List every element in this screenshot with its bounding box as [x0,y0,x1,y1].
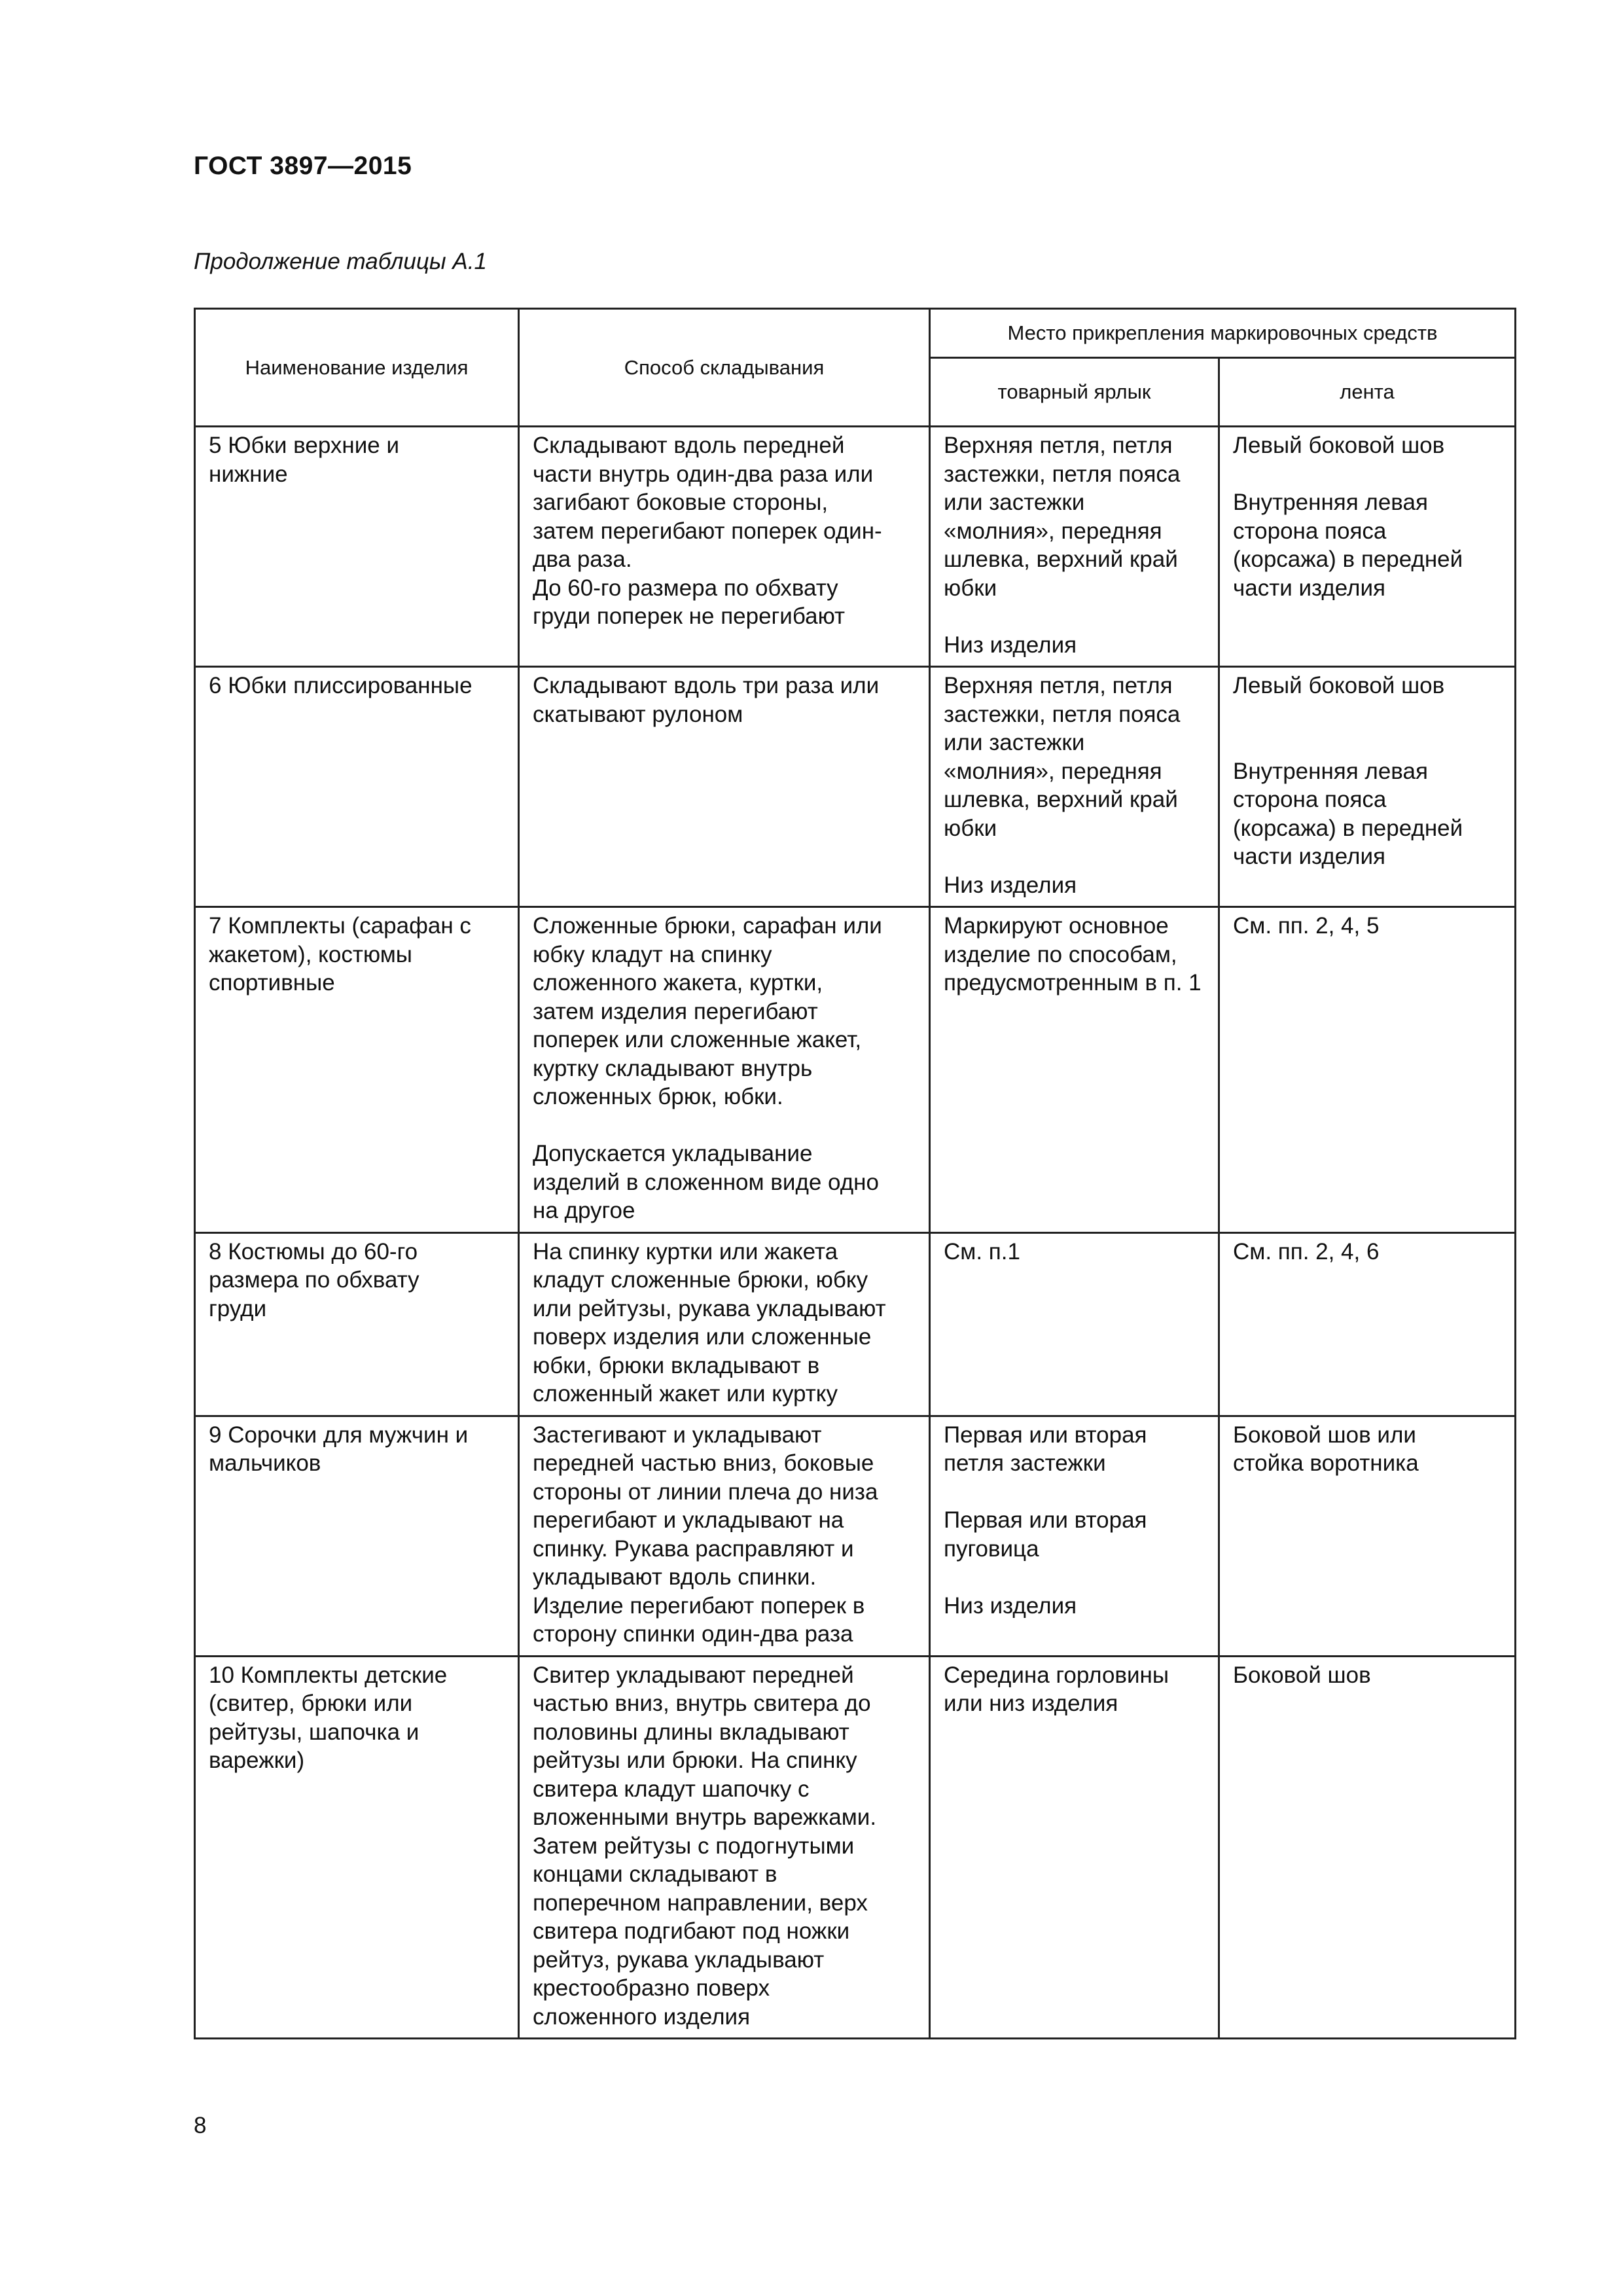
cell-line: груди поперек не перегибают [533,603,846,629]
cell-line: Допускается укладывание [533,1141,813,1166]
cell-line: вложенными внутрь варежками. [533,1804,877,1830]
cell-line: нижние [209,461,288,487]
header-tape: лента [1219,358,1516,427]
document-code: ГОСТ 3897—2015 [194,152,412,180]
cell-line: (корсажа) в передней [1233,547,1463,572]
cell-line: частью вниз, внутрь свитера до [533,1691,871,1716]
cell-line: концами складывают в [533,1861,777,1887]
cell-line: На спинку куртки или жакета [533,1238,838,1265]
cell-line: загибают боковые стороны, [533,490,829,515]
cell-line: свитера кладут шапочку с [533,1776,810,1802]
cell-line [944,602,1205,631]
cell-line: Низ изделия [944,872,1077,898]
cell-line: Первая или вторая [944,1422,1147,1448]
cell-method [519,1416,930,1656]
cell-line: предусмотренным в п. 1 [944,970,1202,996]
cell-label [930,1232,1219,1416]
cell-line: «молния», передняя [944,758,1162,784]
cell-line: Первая или вторая [944,1507,1147,1533]
cell-line: Свитер укладывают передней [533,1662,854,1688]
cell-line: сторону спинки один-два раза [533,1621,853,1647]
cell-line: части внутрь один-два раза или [533,461,874,487]
cell-line: два раза. [533,547,632,572]
cell-line: поперек или сложенные жакет, [533,1027,862,1052]
cell-line: юбку кладут на спинку [533,941,772,967]
cell-line: Боковой шов или [1233,1422,1416,1448]
cell-line: передней частью вниз, боковые [533,1450,874,1476]
cell-tape [1219,907,1516,1233]
cell-line: См. пп. 2, 4, 5 [1233,913,1380,939]
cell-line: затем изделия перегибают [533,998,818,1024]
cell-tape [1219,1656,1516,2039]
cell-line: кладут сложенные брюки, юбку [533,1267,868,1293]
cell-line: сложенных брюк, юбки. [533,1084,783,1109]
cell-line: на другое [533,1198,635,1223]
cell-line: Внутренняя левая [1233,758,1428,784]
cell-label [930,1416,1219,1656]
header-name: Наименование изделия [195,309,519,427]
cell-line: пуговица [944,1535,1039,1562]
cell-line: поперечном направлении, верх [533,1890,868,1916]
cell-line: Маркируют основное [944,913,1169,939]
cell-tape [1219,667,1516,907]
cell-line: стойка воротника [1233,1450,1419,1476]
cell-line [944,842,1205,871]
cell-line: Внутренняя левая [1233,490,1428,515]
cell-line: Изделие перегибают поперек в [533,1592,865,1619]
cell-line: См. пп. 2, 4, 6 [1233,1238,1380,1265]
cell-line: варежки) [209,1748,305,1773]
cell-line: или низ изделия [944,1691,1118,1716]
cell-line: стороны от линии плеча до низа [533,1479,878,1505]
cell-line [1233,700,1501,729]
cell-line: Застегивают и укладывают [533,1422,822,1448]
cell-line: поверх изделия или сложенные [533,1324,872,1350]
cell-line: Верхняя петля, петля [944,433,1173,458]
cell-line: Левый боковой шов [1233,433,1445,458]
cell-line: или застежки [944,730,1085,755]
cell-line: Левый боковой шов [1233,673,1445,698]
table-caption: Продолжение таблицы А.1 [194,249,487,274]
cell-line: Сложенные брюки, сарафан или [533,913,882,939]
table-row [195,1232,1516,1416]
header-method: Способ складывания [519,309,930,427]
table-row [195,907,1516,1233]
cell-line: рейтузы, шапочка и [209,1719,419,1745]
cell-line: Складывают вдоль передней [533,433,845,458]
cell-line: или рейтузы, рукава укладывают [533,1295,886,1321]
cell-name [195,667,519,907]
table-row [195,427,1516,667]
cell-line: сторона пояса [1233,518,1387,544]
table-row [195,1656,1516,2039]
cell-line: петля застежки [944,1450,1106,1476]
cell-line: юбки, брюки вкладывают в [533,1352,820,1378]
cell-line: половины длины вкладывают [533,1719,849,1745]
cell-line: 10 Комплекты детские [209,1662,448,1688]
cell-line: застежки, петля пояса [944,701,1181,727]
header-place-group: Место прикрепления маркировочных средств [930,309,1516,358]
cell-line: сторона пояса [1233,787,1387,812]
cell-label [930,667,1219,907]
cell-method [519,1232,930,1416]
page-number: 8 [194,2113,207,2138]
cell-line: сложенный жакет или куртку [533,1381,838,1407]
cell-line [1233,460,1501,489]
cell-line: Верхняя петля, петля [944,673,1173,698]
cell-line: шлевка, верхний край [944,547,1178,572]
cell-line: спортивные [209,970,335,996]
cell-name [195,427,519,667]
cell-line: рейтуз, рукава укладывают [533,1946,825,1973]
cell-line: куртку складывают внутрь [533,1055,813,1081]
cell-line: Низ изделия [944,1592,1077,1619]
cell-line: изделие по способам, [944,941,1177,967]
cell-method [519,907,930,1233]
cell-line: укладывают вдоль спинки. [533,1564,817,1590]
cell-line: скатывают рулоном [533,701,743,727]
cell-line: свитера подгибают под ножки [533,1918,850,1944]
cell-line: 9 Сорочки для мужчин и [209,1422,469,1448]
cell-line: части изделия [1233,575,1385,601]
cell-line: перегибают и укладывают на [533,1507,844,1533]
cell-name [195,1416,519,1656]
cell-line: Низ изделия [944,632,1077,658]
cell-line: Боковой шов [1233,1662,1371,1688]
cell-line: части изделия [1233,844,1385,869]
cell-line: жакетом), костюмы [209,941,412,967]
table-body [195,427,1516,2039]
cell-tape [1219,1416,1516,1656]
cell-line: спинку. Рукава расправляют и [533,1535,854,1562]
cell-line: изделий в сложенном виде одно [533,1169,879,1195]
cell-line: юбки [944,815,997,841]
folding-table [194,308,1516,2039]
cell-line: Середина горловины [944,1662,1169,1688]
cell-line: сложенного жакета, куртки, [533,970,823,996]
cell-name [195,1232,519,1416]
cell-line: крестообразно поверх [533,1975,770,2001]
cell-line: 8 Костюмы до 60-го [209,1238,418,1265]
cell-line: сложенного изделия [533,2003,751,2030]
cell-line: груди [209,1295,267,1321]
cell-line [533,1111,916,1140]
cell-line: Затем рейтузы с подогнутыми [533,1833,855,1859]
cell-method [519,667,930,907]
header-label: товарный ярлык [930,358,1219,427]
cell-line: (корсажа) в передней [1233,815,1463,841]
cell-line: мальчиков [209,1450,321,1476]
table-row [195,667,1516,907]
cell-line: Складывают вдоль три раза или [533,673,880,698]
cell-method [519,1656,930,2039]
cell-line: юбки [944,575,997,601]
cell-name [195,907,519,1233]
cell-label [930,427,1219,667]
cell-line [944,1478,1205,1507]
cell-line [1233,728,1501,757]
cell-line: 5 Юбки верхние и [209,433,400,458]
cell-line: шлевка, верхний край [944,787,1178,812]
cell-label [930,907,1219,1233]
cell-line: затем перегибают поперек один- [533,518,882,544]
cell-line [944,1563,1205,1592]
cell-line: (свитер, брюки или [209,1691,413,1716]
cell-line: или застежки [944,490,1085,515]
cell-line: размера по обхвату [209,1267,419,1293]
cell-label [930,1656,1219,2039]
cell-method [519,427,930,667]
cell-tape [1219,427,1516,667]
cell-line: См. п.1 [944,1238,1020,1265]
cell-line: «молния», передняя [944,518,1162,544]
cell-line: рейтузы или брюки. На спинку [533,1748,857,1773]
cell-name [195,1656,519,2039]
cell-line: застежки, петля пояса [944,461,1181,487]
table-row [195,1416,1516,1656]
cell-line: 6 Юбки плиссированные [209,673,473,698]
cell-line: 7 Комплекты (сарафан с [209,913,471,939]
cell-tape [1219,1232,1516,1416]
cell-line: До 60-го размера по обхвату [533,575,838,601]
